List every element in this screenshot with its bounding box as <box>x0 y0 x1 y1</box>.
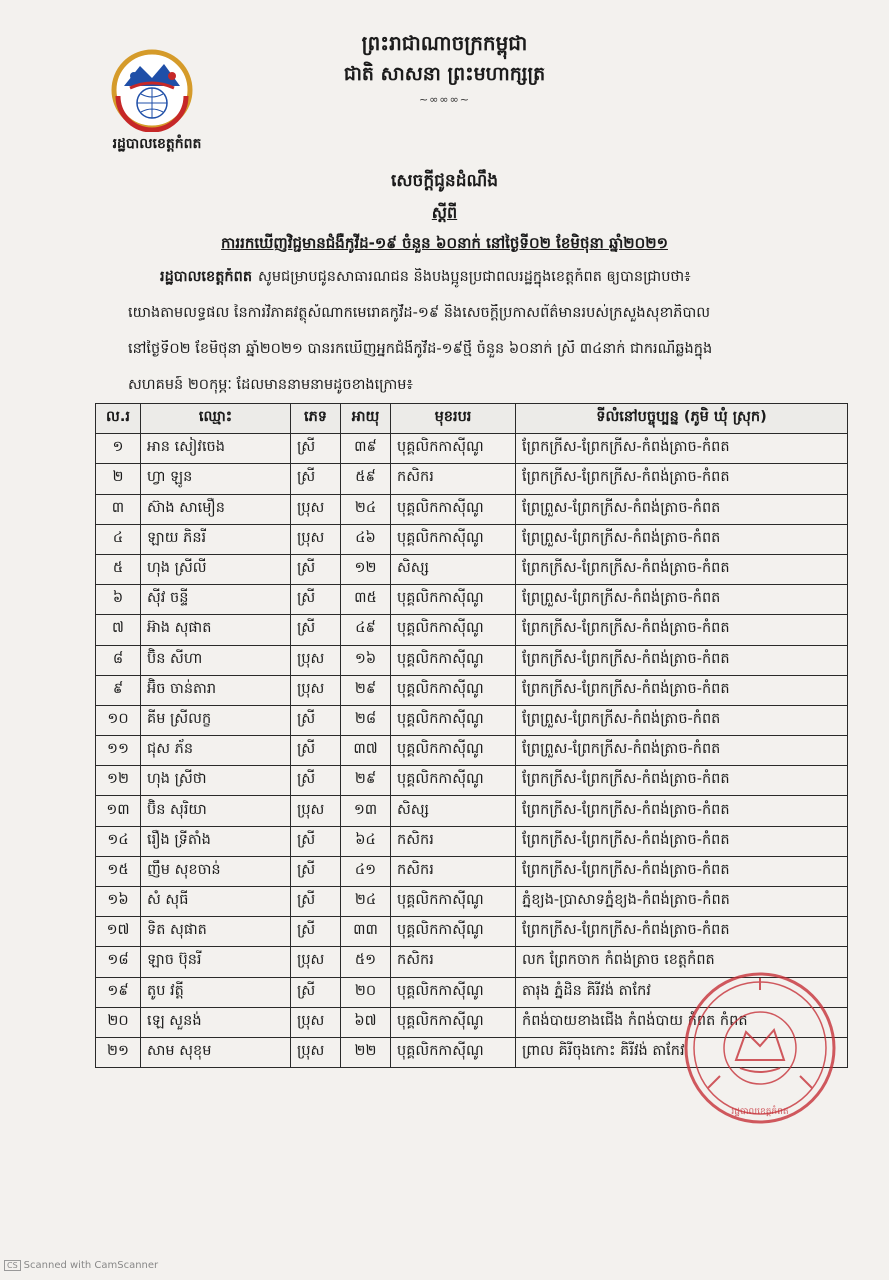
table-row <box>96 705 848 735</box>
cell-age: ៦៤ <box>341 826 391 856</box>
cell-job: សិស្ស <box>391 554 516 584</box>
cell-job: បុគ្គលិកកាស៊ីណូ <box>391 585 516 615</box>
cell-no: ២ <box>96 464 141 494</box>
cell-age: ៣៧ <box>341 736 391 766</box>
cell-name: រឿង ទ្រីតាំង <box>141 826 291 856</box>
cell-address: ព្រែកក្រីស-ព្រែកក្រីស-កំពង់ត្រាច-កំពត <box>516 796 848 826</box>
cell-address: ព្រែព្រួស-ព្រែកក្រីស-កំពង់ត្រាច-កំពត <box>516 705 848 735</box>
cell-no: ១៩ <box>96 977 141 1007</box>
cell-sex: ប្រុស <box>291 1007 341 1037</box>
scanner-text: Scanned with CamScanner <box>23 1260 159 1271</box>
cell-address: ភ្នំខ្យង-ប្រាសាទភ្នំខ្យង-កំពង់ត្រាច-កំពត <box>516 887 848 917</box>
table-row <box>96 736 848 766</box>
cell-job: បុគ្គលិកកាស៊ីណូ <box>391 977 516 1007</box>
cell-age: ២៩ <box>341 675 391 705</box>
cell-sex: ស្រី <box>291 554 341 584</box>
intro-line-1 <box>160 268 850 289</box>
header-job: មុខរបរ <box>391 404 516 434</box>
cell-no: ៩ <box>96 675 141 705</box>
cell-job: បុគ្គលិកកាស៊ីណូ <box>391 917 516 947</box>
cell-age: ៤១ <box>341 856 391 886</box>
kingdom-heading: ព្រះរាជាណាចក្រកម្ពុជា <box>361 31 528 55</box>
cell-address: លក ព្រែកចាក កំពង់ត្រាច ខេត្តកំពត <box>516 947 848 977</box>
header-no: ល.រ <box>96 404 141 434</box>
cell-age: ១៣ <box>341 796 391 826</box>
intro-text-1: សូមជម្រាបជូនសាធារណជន និងបងប្អូនប្រជាពលរដ្ឋក្នុងខេត្តកំពត ឲ្យបានជ្រាបថា៖ <box>258 269 691 285</box>
cell-job: បុគ្គលិកកាស៊ីណូ <box>391 1037 516 1067</box>
cell-job: បុគ្គលិកកាស៊ីណូ <box>391 434 516 464</box>
cell-name: ស៊ីវ ចន្ទី <box>141 585 291 615</box>
cell-name: ហ្វា ឡូន <box>141 464 291 494</box>
cell-no: ១៤ <box>96 826 141 856</box>
cell-job: កសិករ <box>391 947 516 977</box>
cell-address: ព្រែព្រួស-ព្រែកក្រីស-កំពង់ត្រាច-កំពត <box>516 494 848 524</box>
cell-no: ១០ <box>96 705 141 735</box>
cell-age: ១២ <box>341 554 391 584</box>
cell-name: តូប វត្តី <box>141 977 291 1007</box>
intro-lead: រដ្ឋបាលខេត្តកំពត <box>160 269 253 285</box>
cell-sex: ប្រុស <box>291 796 341 826</box>
cell-sex: ស្រី <box>291 615 341 645</box>
announcement-title: សេចក្តីជូនដំណឹង <box>390 171 499 191</box>
cell-job: បុគ្គលិកកាស៊ីណូ <box>391 645 516 675</box>
table-row <box>96 856 848 886</box>
cell-age: ២២ <box>341 1037 391 1067</box>
table-row <box>96 464 848 494</box>
cell-name: អាន សៀវចេង <box>141 434 291 464</box>
cell-address: ព្រែកក្រីស-ព្រែកក្រីស-កំពង់ត្រាច-កំពត <box>516 615 848 645</box>
cell-name: ជុស ភ័ន <box>141 736 291 766</box>
cell-age: ៥១ <box>341 947 391 977</box>
cell-age: ៣៩ <box>341 434 391 464</box>
cell-sex: ប្រុស <box>291 1037 341 1067</box>
cell-sex: ប្រុស <box>291 675 341 705</box>
cell-age: ១៦ <box>341 645 391 675</box>
table-row <box>96 675 848 705</box>
cell-job: សិស្ស <box>391 796 516 826</box>
cell-sex: ប្រុស <box>291 645 341 675</box>
official-seal-stamp <box>680 968 840 1128</box>
cell-job: កសិករ <box>391 856 516 886</box>
cell-no: ១៣ <box>96 796 141 826</box>
cell-sex: ស្រី <box>291 826 341 856</box>
cell-age: ២០ <box>341 977 391 1007</box>
cell-name: សាម សុខុម <box>141 1037 291 1067</box>
cell-age: ២៤ <box>341 887 391 917</box>
cell-address: កំពង់បាយខាងជើង កំពង់បាយ កំពត កំពត <box>516 1007 848 1037</box>
cell-no: ១ <box>96 434 141 464</box>
table-row <box>96 615 848 645</box>
cell-sex: ប្រុស <box>291 524 341 554</box>
header-address: ទីលំនៅបច្ចុប្បន្ន (ភូមិ ឃុំ ស្រុក) <box>516 404 848 434</box>
cell-no: ១២ <box>96 766 141 796</box>
cell-address: តារុង ភ្នំដិន គិរីវង់ តាកែវ <box>516 977 848 1007</box>
table-row <box>96 524 848 554</box>
cell-job: បុគ្គលិកកាស៊ីណូ <box>391 524 516 554</box>
table-row <box>96 645 848 675</box>
cell-sex: ប្រុស <box>291 494 341 524</box>
cell-no: ១៦ <box>96 887 141 917</box>
cell-name: អ៊ិច ចាន់តារា <box>141 675 291 705</box>
cell-address: ព្រែកក្រីស-ព្រែកក្រីស-កំពង់ត្រាច-កំពត <box>516 917 848 947</box>
title-ornament: ~∞∞∞~ <box>419 93 470 106</box>
table-row <box>96 554 848 584</box>
header-sex: ភេទ <box>291 404 341 434</box>
cell-name: ប៊ិន សុរិយា <box>141 796 291 826</box>
cell-age: ៤៩ <box>341 615 391 645</box>
cell-name: ញឹម សុខចាន់ <box>141 856 291 886</box>
cell-sex: ស្រី <box>291 736 341 766</box>
cell-job: បុគ្គលិកកាស៊ីណូ <box>391 1007 516 1037</box>
table-row <box>96 826 848 856</box>
cell-sex: ស្រី <box>291 856 341 886</box>
intro-line-3: នៅថ្ងៃទី០២ ខែមិថុនា ឆ្នាំ២០២១ បានរកឃើញអ្នកជំងឺកូវីដ-១៩ថ្មី ចំនួន ៦០នាក់ ស្រី ៣៤នាក់ ជាករណីឆ្លងក្នុង <box>128 341 713 357</box>
cell-age: ២៤ <box>341 494 391 524</box>
announcement-subject: ស្តីពី <box>431 203 458 222</box>
cell-age: ៤៦ <box>341 524 391 554</box>
cell-job: បុគ្គលិកកាស៊ីណូ <box>391 887 516 917</box>
table-row <box>96 887 848 917</box>
cell-age: ២៩ <box>341 766 391 796</box>
table-row <box>96 494 848 524</box>
intro-line-4: សហគមន៍ ២០កុម្ភៈ ដែលមាននាមនាមដូចខាងក្រោម៖ <box>128 377 413 393</box>
cell-sex: ស្រី <box>291 585 341 615</box>
table-row <box>96 796 848 826</box>
header-age: អាយុ <box>341 404 391 434</box>
cell-address: ព្រែកក្រីស-ព្រែកក្រីស-កំពង់ត្រាច-កំពត <box>516 675 848 705</box>
cell-address: ព្រែកក្រីស-ព្រែកក្រីស-កំពង់ត្រាច-កំពត <box>516 434 848 464</box>
cell-job: កសិករ <box>391 464 516 494</box>
header-name: ឈ្មោះ <box>141 404 291 434</box>
cell-no: ១៨ <box>96 947 141 977</box>
province-logo-icon <box>110 48 194 132</box>
cell-address: ព្រែព្រួស-ព្រែកក្រីស-កំពង់ត្រាច-កំពត <box>516 585 848 615</box>
cell-address: ព្រែកក្រីស-ព្រែកក្រីស-កំពង់ត្រាច-កំពត <box>516 645 848 675</box>
cell-job: បុគ្គលិកកាស៊ីណូ <box>391 615 516 645</box>
cell-job: កសិករ <box>391 826 516 856</box>
cell-no: ១៥ <box>96 856 141 886</box>
cell-name: ហុង ស្រីលី <box>141 554 291 584</box>
cell-age: ៥៩ <box>341 464 391 494</box>
cell-no: ២១ <box>96 1037 141 1067</box>
cell-job: បុគ្គលិកកាស៊ីណូ <box>391 766 516 796</box>
table-header-row <box>96 404 848 434</box>
cell-age: ៣៥ <box>341 585 391 615</box>
table-row <box>96 434 848 464</box>
scanner-watermark <box>4 1260 158 1271</box>
cell-sex: ស្រី <box>291 766 341 796</box>
table-row <box>96 766 848 796</box>
cell-address: ព្រាល គិរីចុងកោះ គិរីវង់ តាកែវ <box>516 1037 848 1067</box>
cell-name: ឡាច ប៊ុនរី <box>141 947 291 977</box>
cell-sex: ស្រី <box>291 917 341 947</box>
cell-job: បុគ្គលិកកាស៊ីណូ <box>391 736 516 766</box>
cell-name: គីម ស្រីលក្ខ <box>141 705 291 735</box>
cell-address: ព្រែកក្រីស-ព្រែកក្រីស-កំពង់ត្រាច-កំពត <box>516 826 848 856</box>
cell-job: បុគ្គលិកកាស៊ីណូ <box>391 494 516 524</box>
cell-age: ២៨ <box>341 705 391 735</box>
cell-sex: ស្រី <box>291 705 341 735</box>
cell-name: ឡាយ ភិនរី <box>141 524 291 554</box>
cell-name: សំ សុធី <box>141 887 291 917</box>
cell-name: អ៊ាង សុផាត <box>141 615 291 645</box>
svg-text:រដ្ឋបាលខេត្តកំពត: រដ្ឋបាលខេត្តកំពត <box>731 1107 789 1117</box>
cell-no: ១៧ <box>96 917 141 947</box>
cell-name: ប៊ិន សីហា <box>141 645 291 675</box>
cell-sex: ស្រី <box>291 887 341 917</box>
cell-sex: ស្រី <box>291 434 341 464</box>
cell-name: ឡេ សួនង់ <box>141 1007 291 1037</box>
cell-no: ៥ <box>96 554 141 584</box>
cell-job: បុគ្គលិកកាស៊ីណូ <box>391 705 516 735</box>
cell-no: ៤ <box>96 524 141 554</box>
cell-address: ព្រែកក្រីស-ព្រែកក្រីស-កំពង់ត្រាច-កំពត <box>516 554 848 584</box>
cell-address: ព្រែព្រួស-ព្រែកក្រីស-កំពង់ត្រាច-កំពត <box>516 736 848 766</box>
announcement-headline: ការរកឃើញវិជ្ជមានជំងឺកូវីដ-១៩ ចំនួន ៦០នាក់ នៅថ្ងៃទី០២ ខែមិថុនា ឆ្នាំ២០២១ <box>221 234 668 252</box>
cell-no: ៧ <box>96 615 141 645</box>
cell-address: ព្រែកក្រីស-ព្រែកក្រីស-កំពង់ត្រាច-កំពត <box>516 856 848 886</box>
cell-age: ៦៧ <box>341 1007 391 1037</box>
cell-no: ២០ <box>96 1007 141 1037</box>
cell-age: ៣៣ <box>341 917 391 947</box>
cell-sex: ស្រី <box>291 977 341 1007</box>
camscanner-badge: CS <box>4 1260 21 1271</box>
admin-name-label: រដ្ឋបាលខេត្តកំពត <box>112 136 202 152</box>
cell-no: ៦ <box>96 585 141 615</box>
cell-name: ហុង ស្រីថា <box>141 766 291 796</box>
intro-line-2: យោងតាមលទ្ធផល នៃការវិភាគវត្ថុសំណាកមេរោគកូវីដ-១៩ និងសេចក្តីប្រកាសព័ត៌មានរបស់ក្រសួងសុខាភិបាល <box>128 305 711 321</box>
table-row <box>96 585 848 615</box>
national-motto: ជាតិ សាសនា ព្រះមហាក្សត្រ <box>343 63 546 85</box>
cell-no: ៣ <box>96 494 141 524</box>
cell-sex: ប្រុស <box>291 947 341 977</box>
cell-no: ១១ <box>96 736 141 766</box>
cell-name: ស៊ាង សាមឿន <box>141 494 291 524</box>
cell-no: ៨ <box>96 645 141 675</box>
cell-job: បុគ្គលិកកាស៊ីណូ <box>391 675 516 705</box>
table-row <box>96 917 848 947</box>
cell-address: ព្រែកក្រីស-ព្រែកក្រីស-កំពង់ត្រាច-កំពត <box>516 464 848 494</box>
cell-name: ទិត សុផាត <box>141 917 291 947</box>
cell-address: ព្រែព្រួស-ព្រែកក្រីស-កំពង់ត្រាច-កំពត <box>516 524 848 554</box>
cell-sex: ស្រី <box>291 464 341 494</box>
cell-address: ព្រែកក្រីស-ព្រែកក្រីស-កំពង់ត្រាច-កំពត <box>516 766 848 796</box>
